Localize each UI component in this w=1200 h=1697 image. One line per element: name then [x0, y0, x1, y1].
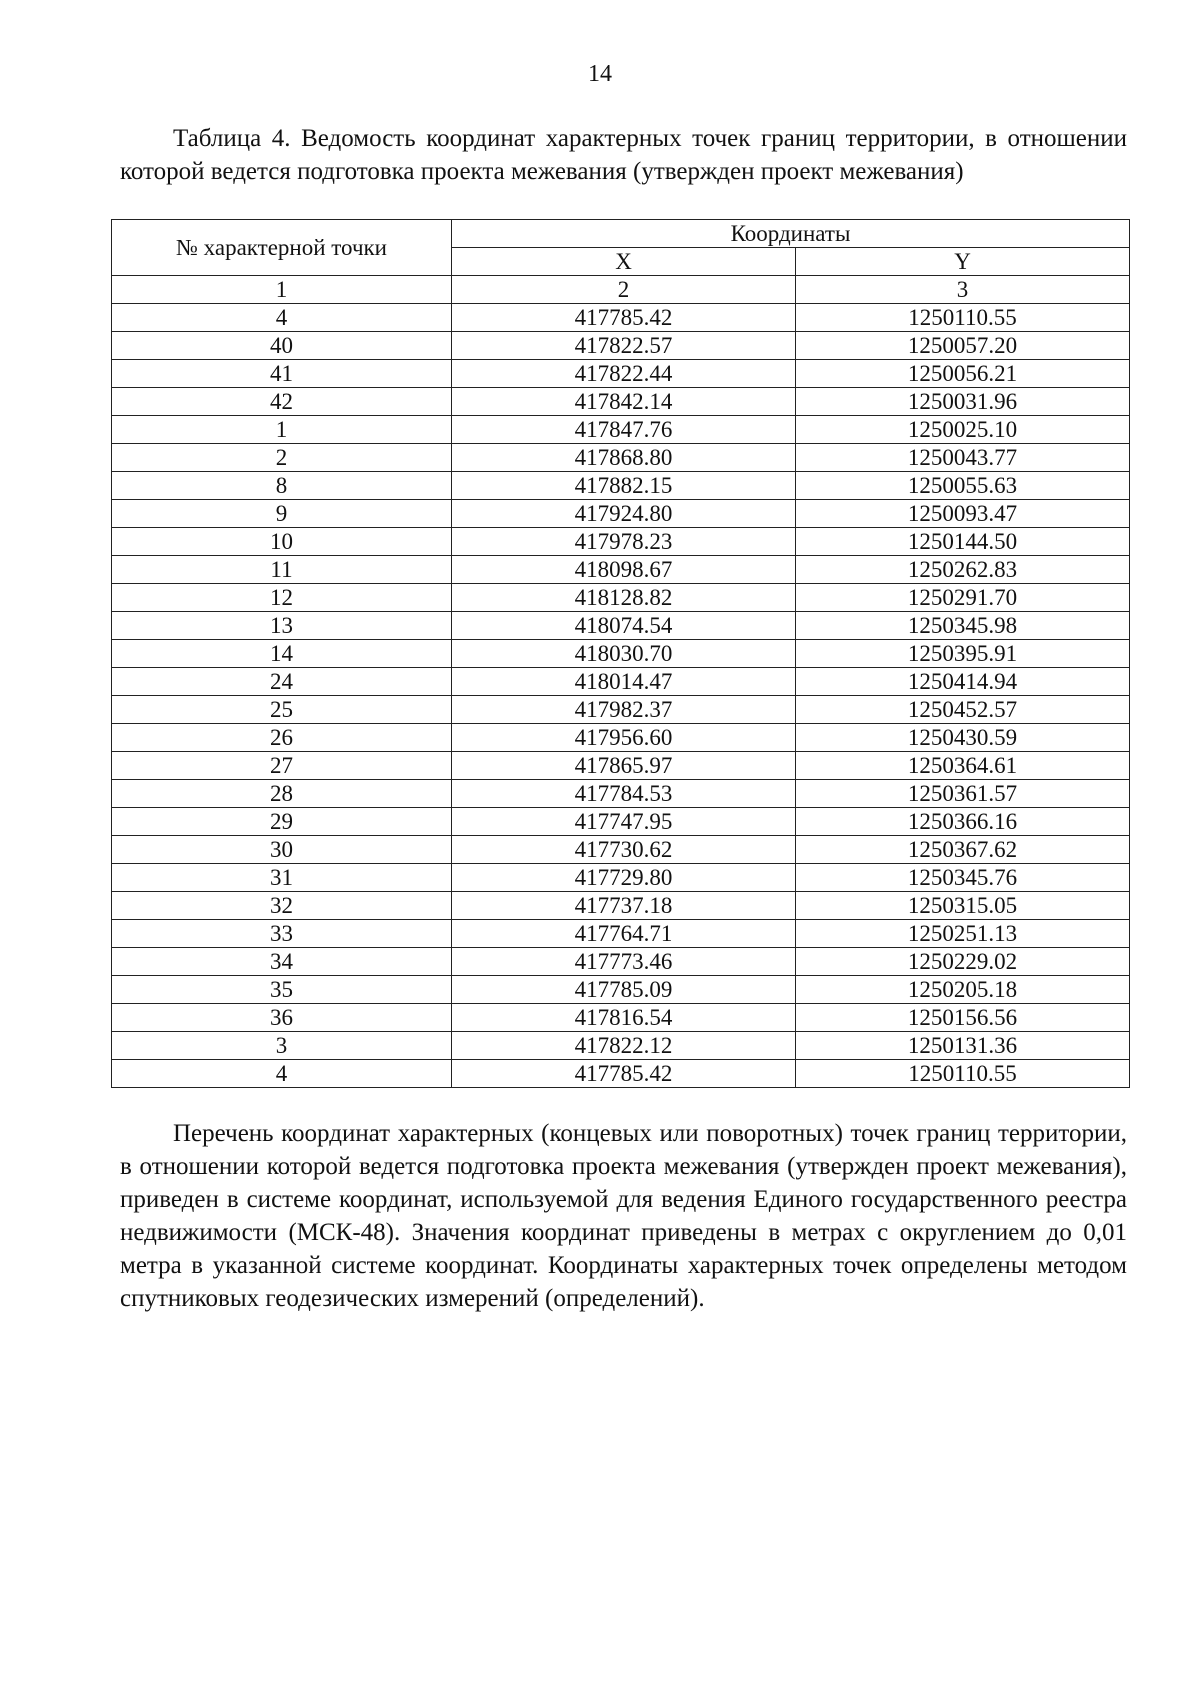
x-coordinate-cell: 417822.57: [452, 332, 796, 360]
body-paragraph: Перечень координат характерных (концевых или поворотных) точек границ территории, в отношении которой ведется подготовка проекта межевания (утвержден проект межевания), приведен в системе координат, используемой для ведения Единого государственного реестра недвижимости (МСК-48). Значения координат приведены в метрах с округлением до 0,01 метра в указанной системе координат. Координаты характерных точек определены методом спутниковых геодезических измерений (определений).: [120, 1120, 1127, 1312]
point-number-cell: 35: [112, 976, 452, 1004]
y-coordinate-cell: 1250131.36: [796, 1032, 1130, 1060]
table-row: [112, 416, 1130, 444]
x-coordinate-cell: 417822.12: [452, 1032, 796, 1060]
table-row: [112, 752, 1130, 780]
x-coordinate-cell: 418030.70: [452, 640, 796, 668]
point-number-cell: 9: [112, 500, 452, 528]
point-number-cell: 27: [112, 752, 452, 780]
point-number-cell: 1: [112, 416, 452, 444]
table-row: [112, 528, 1130, 556]
x-coordinate-cell: 417865.97: [452, 752, 796, 780]
table-row: [112, 444, 1130, 472]
table-caption: Таблица 4. Ведомость координат характерных точек границ территории, в отношении которой ведется подготовка проекта межевания (утвержден проект межевания): [120, 125, 1127, 185]
point-number-cell: 30: [112, 836, 452, 864]
point-number-cell: 8: [112, 472, 452, 500]
point-number-cell: 33: [112, 920, 452, 948]
table-header-row: [112, 220, 1130, 248]
point-number-cell: 13: [112, 612, 452, 640]
y-coordinate-cell: 1250144.50: [796, 528, 1130, 556]
y-coordinate-cell: 1250262.83: [796, 556, 1130, 584]
table-row: [112, 696, 1130, 724]
x-coordinate-cell: 417785.42: [452, 304, 796, 332]
table-row: [112, 612, 1130, 640]
point-number-cell: 24: [112, 668, 452, 696]
point-number-cell: 41: [112, 360, 452, 388]
point-number-cell: 31: [112, 864, 452, 892]
x-coordinate-cell: 418074.54: [452, 612, 796, 640]
y-coordinate-cell: 1250361.57: [796, 780, 1130, 808]
coordinates-table: [111, 219, 1130, 1088]
y-coordinate-cell: 1250315.05: [796, 892, 1130, 920]
x-coordinate-cell: 417737.18: [452, 892, 796, 920]
x-coordinate-cell: 417784.53: [452, 780, 796, 808]
table-row: [112, 332, 1130, 360]
x-coordinate-cell: 417764.71: [452, 920, 796, 948]
table-row: [112, 388, 1130, 416]
table-row: [112, 808, 1130, 836]
y-coordinate-cell: 1250110.55: [796, 304, 1130, 332]
x-coordinate-cell: 417785.09: [452, 976, 796, 1004]
y-coordinate-cell: 1250043.77: [796, 444, 1130, 472]
x-coordinate-cell: 417956.60: [452, 724, 796, 752]
header-point-number: № характерной точки: [112, 220, 452, 276]
header-coordinates: Координаты: [452, 220, 1130, 248]
y-coordinate-cell: 1250430.59: [796, 724, 1130, 752]
point-number-cell: 25: [112, 696, 452, 724]
point-number-cell: 14: [112, 640, 452, 668]
table-row: [112, 724, 1130, 752]
x-coordinate-cell: 417785.42: [452, 1060, 796, 1088]
x-coordinate-cell: 417729.80: [452, 864, 796, 892]
y-coordinate-cell: 1250414.94: [796, 668, 1130, 696]
table-row: [112, 920, 1130, 948]
x-coordinate-cell: 418128.82: [452, 584, 796, 612]
table-row: [112, 836, 1130, 864]
table-row: [112, 668, 1130, 696]
y-coordinate-cell: 1250229.02: [796, 948, 1130, 976]
x-coordinate-cell: 417822.44: [452, 360, 796, 388]
point-number-cell: 3: [112, 1032, 452, 1060]
table-row: [112, 976, 1130, 1004]
y-coordinate-cell: 1250345.76: [796, 864, 1130, 892]
point-number-cell: 10: [112, 528, 452, 556]
x-coordinate-cell: 417868.80: [452, 444, 796, 472]
x-coordinate-cell: 417882.15: [452, 472, 796, 500]
point-number-cell: 36: [112, 1004, 452, 1032]
y-coordinate-cell: 1250110.55: [796, 1060, 1130, 1088]
table-body: [112, 304, 1130, 1088]
table-row: [112, 304, 1130, 332]
column-numbering-row: [112, 276, 1130, 304]
y-coordinate-cell: 1250452.57: [796, 696, 1130, 724]
table-row: [112, 500, 1130, 528]
table-row: [112, 1060, 1130, 1088]
column-number-1: 1: [112, 276, 452, 304]
column-number-2: 2: [452, 276, 796, 304]
y-coordinate-cell: 1250291.70: [796, 584, 1130, 612]
point-number-cell: 40: [112, 332, 452, 360]
table-row: [112, 640, 1130, 668]
y-coordinate-cell: 1250031.96: [796, 388, 1130, 416]
y-coordinate-cell: 1250364.61: [796, 752, 1130, 780]
point-number-cell: 34: [112, 948, 452, 976]
point-number-cell: 2: [112, 444, 452, 472]
y-coordinate-cell: 1250395.91: [796, 640, 1130, 668]
x-coordinate-cell: 418014.47: [452, 668, 796, 696]
y-coordinate-cell: 1250057.20: [796, 332, 1130, 360]
point-number-cell: 12: [112, 584, 452, 612]
table-row: [112, 584, 1130, 612]
y-coordinate-cell: 1250251.13: [796, 920, 1130, 948]
y-coordinate-cell: 1250055.63: [796, 472, 1130, 500]
table-row: [112, 556, 1130, 584]
y-coordinate-cell: 1250156.56: [796, 1004, 1130, 1032]
point-number-cell: 29: [112, 808, 452, 836]
x-coordinate-cell: 417816.54: [452, 1004, 796, 1032]
point-number-cell: 11: [112, 556, 452, 584]
x-coordinate-cell: 417978.23: [452, 528, 796, 556]
column-number-3: 3: [796, 276, 1130, 304]
point-number-cell: 4: [112, 304, 452, 332]
x-coordinate-cell: 417842.14: [452, 388, 796, 416]
table-row: [112, 948, 1130, 976]
x-coordinate-cell: 417747.95: [452, 808, 796, 836]
y-coordinate-cell: 1250345.98: [796, 612, 1130, 640]
table-row: [112, 1032, 1130, 1060]
x-coordinate-cell: 417773.46: [452, 948, 796, 976]
table-row: [112, 472, 1130, 500]
x-coordinate-cell: 417730.62: [452, 836, 796, 864]
point-number-cell: 42: [112, 388, 452, 416]
header-y: Y: [796, 248, 1130, 276]
x-coordinate-cell: 417924.80: [452, 500, 796, 528]
y-coordinate-cell: 1250093.47: [796, 500, 1130, 528]
y-coordinate-cell: 1250367.62: [796, 836, 1130, 864]
y-coordinate-cell: 1250366.16: [796, 808, 1130, 836]
y-coordinate-cell: 1250205.18: [796, 976, 1130, 1004]
table-row: [112, 1004, 1130, 1032]
table-row: [112, 864, 1130, 892]
x-coordinate-cell: 418098.67: [452, 556, 796, 584]
header-x: X: [452, 248, 796, 276]
x-coordinate-cell: 417982.37: [452, 696, 796, 724]
page-number: 14: [588, 61, 612, 87]
point-number-cell: 28: [112, 780, 452, 808]
y-coordinate-cell: 1250025.10: [796, 416, 1130, 444]
x-coordinate-cell: 417847.76: [452, 416, 796, 444]
point-number-cell: 26: [112, 724, 452, 752]
table-row: [112, 892, 1130, 920]
table-row: [112, 360, 1130, 388]
point-number-cell: 32: [112, 892, 452, 920]
y-coordinate-cell: 1250056.21: [796, 360, 1130, 388]
table-row: [112, 780, 1130, 808]
point-number-cell: 4: [112, 1060, 452, 1088]
